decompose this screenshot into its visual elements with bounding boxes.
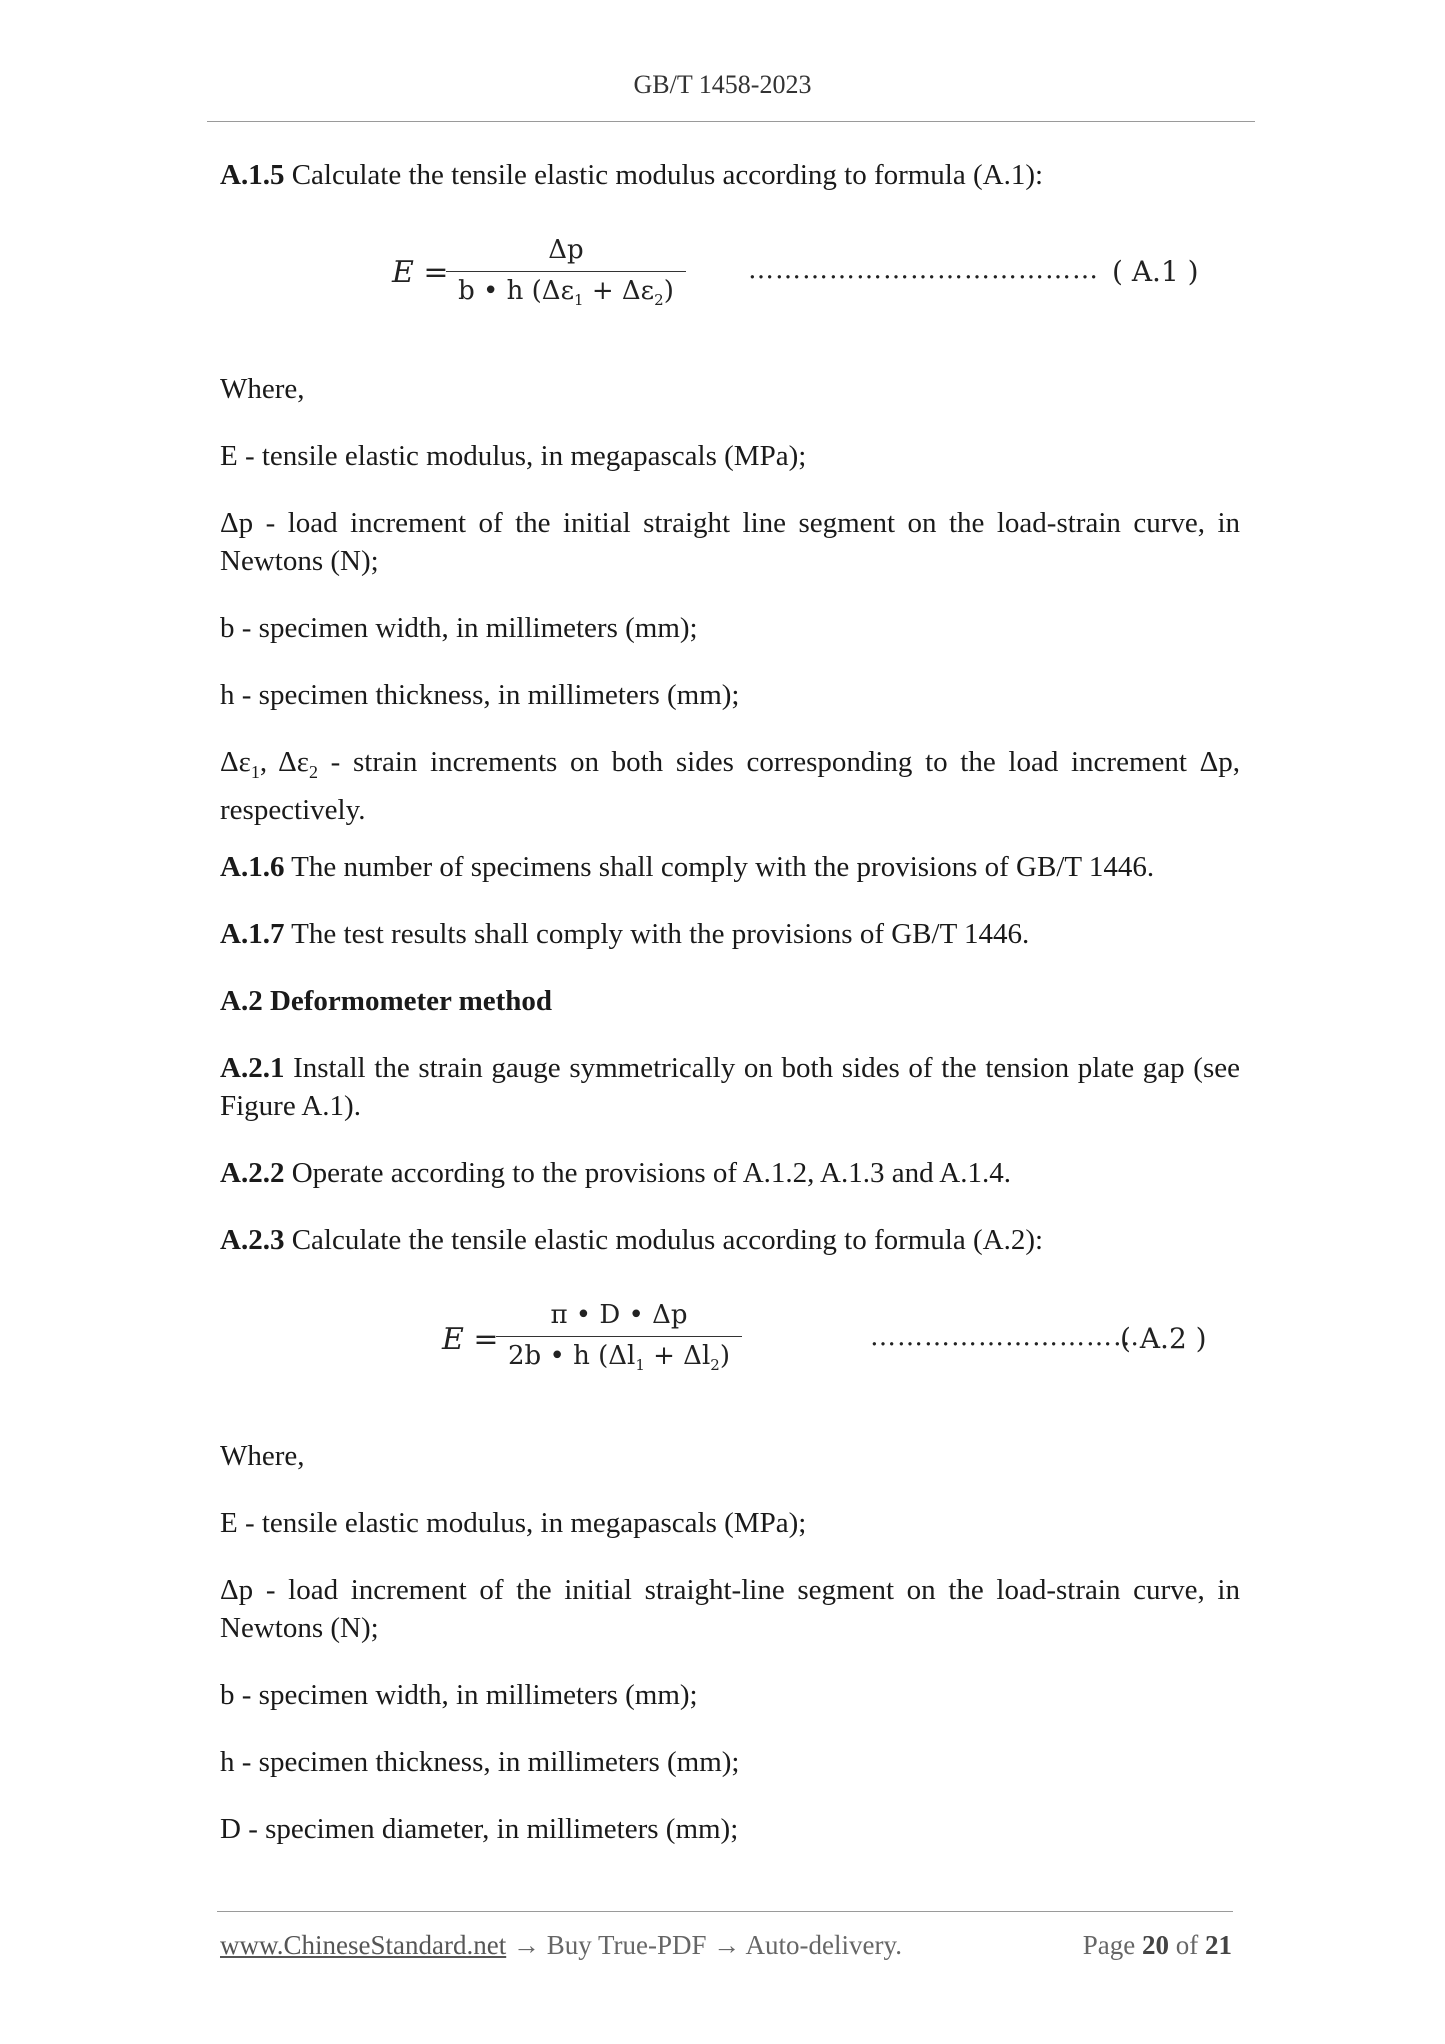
formula-a2	[220, 1300, 1240, 1390]
formula-number: ( A.2 )	[1120, 1322, 1207, 1355]
section-heading-a2: A.2 Deformometer method	[220, 985, 553, 1017]
website-link[interactable]: www.ChineseStandard.net	[220, 1930, 507, 1960]
clause-number: A.2.1	[220, 1052, 285, 1084]
clause-text: Operate according to the provisions of A.1.2, A.1.3 and A.1.4.	[284, 1157, 1011, 1189]
page-of: of	[1169, 1930, 1205, 1960]
formula-numerator: Δp	[548, 235, 584, 265]
formula-denominator	[446, 276, 686, 309]
formula-lhs: E =	[442, 1322, 499, 1357]
formula-fraction	[496, 1300, 742, 1374]
header-divider	[207, 121, 1255, 122]
den-subscript: 1	[574, 291, 584, 310]
clause-text: Calculate the tensile elastic modulus according to formula (A.1):	[284, 159, 1044, 191]
clause-number: A.2.3	[220, 1224, 285, 1256]
den-part: b • h (Δε	[458, 276, 575, 306]
symbol-subscript: 2	[308, 761, 318, 782]
document-id: GB/T 1458-2023	[633, 70, 812, 99]
clause-number: A.1.6	[220, 851, 285, 883]
formula-lhs: E =	[392, 255, 449, 290]
clause-a23	[220, 1221, 1240, 1259]
clause-a21	[220, 1049, 1240, 1125]
symbol-part: Δε	[220, 746, 251, 778]
definition-h: h - specimen thickness, in millimeters (mm);	[220, 679, 740, 711]
formula-number: ( A.1 )	[1112, 255, 1199, 288]
formula-leader-dots: …………………………………	[748, 255, 1099, 285]
definition-b: b - specimen width, in millimeters (mm);	[220, 1679, 698, 1711]
den-subscript: 1	[635, 1356, 645, 1375]
page-label: Page	[1082, 1930, 1142, 1960]
definition-h: h - specimen thickness, in millimeters (mm);	[220, 1746, 740, 1778]
den-part: )	[663, 276, 674, 306]
formula-numerator: π • D • Δp	[550, 1300, 688, 1330]
page-footer	[220, 1930, 1232, 1961]
definition-dp: Δp - load increment of the initial straight line segment on the load-strain curve, in Newtons (N);	[220, 507, 1240, 577]
clause-number: A.1.7	[220, 918, 285, 950]
definition-d: D - specimen diameter, in millimeters (mm);	[220, 1813, 739, 1845]
formula-a1	[220, 235, 1240, 325]
den-part: 2b • h (Δl	[508, 1341, 636, 1371]
definition-strain-increments	[220, 743, 1240, 829]
definition-b: b - specimen width, in millimeters (mm);	[220, 612, 698, 644]
clause-a16	[220, 848, 1240, 886]
definition-dp: Δp - load increment of the initial straight-line segment on the load-strain curve, in Newtons (N);	[220, 1574, 1240, 1644]
footer-divider	[217, 1911, 1233, 1912]
symbol-part: , Δε	[259, 746, 309, 778]
formula-leader-dots: …………………………	[870, 1322, 1140, 1352]
where-label: Where,	[220, 373, 305, 405]
den-part: )	[719, 1341, 730, 1371]
den-subscript: 2	[710, 1356, 720, 1375]
clause-a17	[220, 915, 1240, 953]
definition-e: E - tensile elastic modulus, in megapascals (MPa);	[220, 440, 807, 472]
den-part: + Δl	[644, 1341, 711, 1371]
clause-a22	[220, 1154, 1240, 1192]
clause-number: A.1.5	[220, 159, 285, 191]
footer-promo-text: → Buy True-PDF → Auto-delivery.	[506, 1930, 902, 1960]
page-number: 20	[1142, 1930, 1169, 1960]
den-subscript: 2	[654, 291, 664, 310]
den-part: + Δε	[583, 276, 655, 306]
formula-denominator	[496, 1341, 742, 1374]
clause-text: The test results shall comply with the provisions of GB/T 1446.	[284, 918, 1030, 950]
page-total: 21	[1205, 1930, 1232, 1960]
clause-text: Install the strain gauge symmetrically on both sides of the tension plate gap (see Figure A.1).	[220, 1052, 1240, 1122]
fraction-bar	[446, 271, 686, 272]
page-indicator	[1083, 1930, 1232, 1961]
fraction-bar	[496, 1336, 742, 1337]
formula-fraction	[446, 235, 686, 309]
definition-e: E - tensile elastic modulus, in megapascals (MPa);	[220, 1507, 807, 1539]
symbol-subscript: 1	[250, 761, 260, 782]
where-label: Where,	[220, 1440, 305, 1472]
clause-a15	[220, 156, 1240, 194]
clause-number: A.2.2	[220, 1157, 285, 1189]
definition-text: - strain increments on both sides corresponding to the load increment Δp, respectively.	[220, 746, 1241, 826]
clause-text: Calculate the tensile elastic modulus according to formula (A.2):	[284, 1224, 1044, 1256]
clause-text: The number of specimens shall comply with the provisions of GB/T 1446.	[284, 851, 1155, 883]
